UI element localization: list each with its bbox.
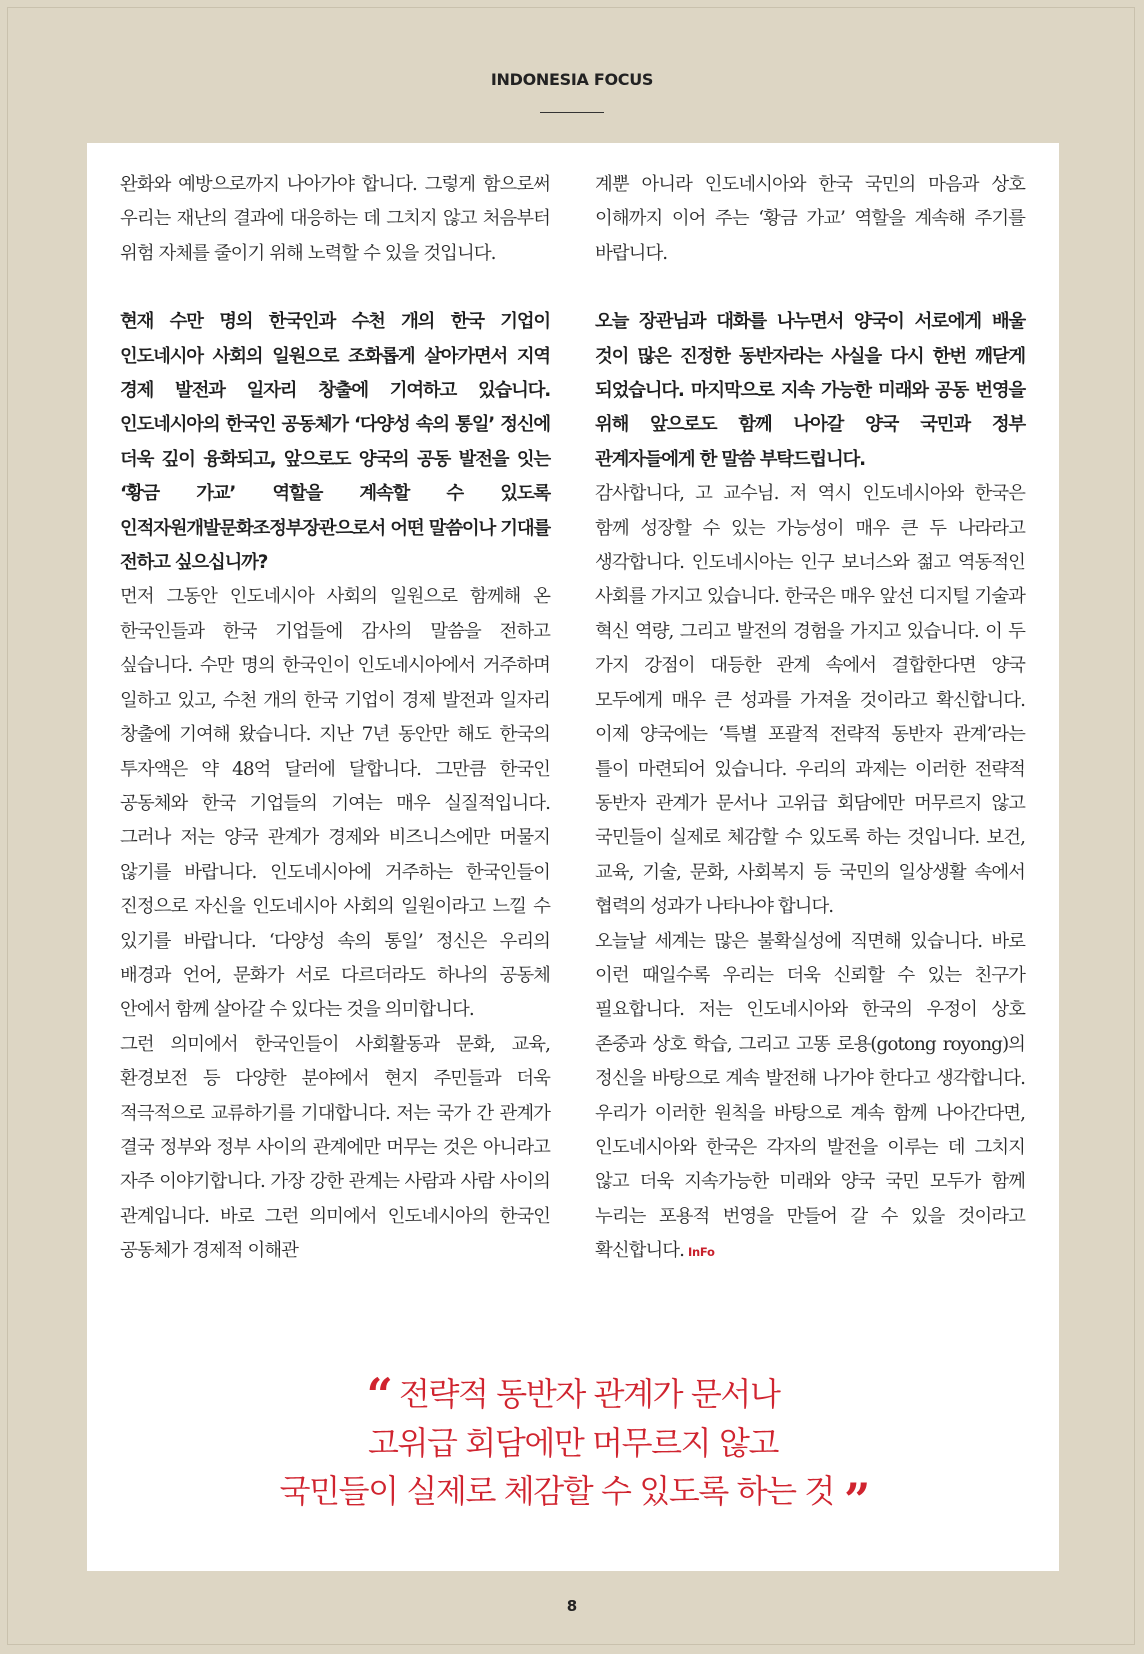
left-column (120, 168, 550, 1269)
open-quote-icon: “ (366, 1368, 389, 1422)
answer-paragraph: 먼저 그동안 인도네시아 사회의 일원으로 함께해 온 한국인들과 한국 기업들에 감사의 말씀을 전하고 싶습니다. 수만 명의 한국인이 인도네시아에서 거주하며 일하고 있고, 수천 개의 한국 기업이 경제 발전과 일자리 창출에 기여해 왔습니다. 지난 7년 동안만 해도 한국의 투자액은 약 48억 달러에 달합니다. 그만큼 한국인 공동체와 한국 기업들의 기여는 매우 실질적입니다. 그러나 저는 양국 관계가 경제와 비즈니스에만 머물지 않기를 바랍니다. 인도네시아에 거주하는 한국인들이 진정으로 자신을 인도네시아 사회의 일원이라고 느낄 수 있기를 바랍니다. ‘다양성 속의 통일’ 정신은 우리의 배경과 언어, 문화가 서로 다르더라도 하나의 공동체 안에서 함께 살아갈 수 있다는 것을 의미합니다. (120, 586, 550, 1021)
article-end-mark: InFo (687, 1245, 715, 1260)
answer-paragraph: 완화와 예방으로까지 나아가야 합니다. 그렇게 함으로써 우리는 재난의 결과에 대응하는 데 그치지 않고 처음부터 위험 자체를 줄이기 위해 노력할 수 있을 것입니다. (120, 174, 550, 264)
answer-paragraph: 감사합니다, 고 교수님. 저 역시 인도네시아와 한국은 함께 성장할 수 있는 가능성이 매우 큰 두 나라라고 생각합니다. 인도네시아는 인구 보너스와 젊고 역동적인 사회를 가지고 있습니다. 한국은 매우 앞선 디지털 기술과 혁신 역량, 그리고 발전의 경험을 가지고 있습니다. 이 두 가지 강점이 대등한 관계 속에서 결합한다면 양국 모두에게 매우 큰 성과를 가져올 것이라고 확신합니다. 이제 양국에는 ‘특별 포괄적 전략적 동반자 관계’라는 틀이 마련되어 있습니다. 우리의 과제는 이러한 전략적 동반자 관계가 문서나 고위급 회담에만 머무르지 않고 국민들이 실제로 체감할 수 있도록 하는 것입니다. 보건, 교육, 기술, 문화, 사회복지 등 국민의 일상생활 속에서 협력의 성과가 나타나야 합니다. (595, 483, 1025, 918)
pull-quote-line (87, 1467, 1059, 1527)
interview-question: 현재 수만 명의 한국인과 수천 개의 한국 기업이 인도네시아 사회의 일원으로 조화롭게 살아가면서 지역 경제 발전과 일자리 창출에 기여하고 있습니다. 인도네시아의 한국인 공동체가 ‘다양성 속의 통일’ 정신에 더욱 깊이 융화되고, 앞으로도 양국의 공동 발전을 잇는 ‘황금 가교’ 역할을 계속할 수 있도록 인적자원개발문화조정부장관으로서 어떤 말씀이나 기대를 전하고 싶으십니까? (120, 311, 550, 574)
magazine-section-header: INDONESIA FOCUS (490, 70, 654, 89)
answer-paragraph: 계뿐 아니라 인도네시아와 한국 국민의 마음과 상호 이해까지 이어 주는 ‘황금 가교’ 역할을 계속해 주기를 바랍니다. (595, 174, 1025, 264)
header-divider (540, 112, 604, 113)
interview-question: 오늘 장관님과 대화를 나누면서 양국이 서로에게 배울 것이 많은 진정한 동반자라는 사실을 다시 한번 깨닫게 되었습니다. 마지막으로 지속 가능한 미래와 공동 번영을 위해 앞으로도 함께 나아갈 양국 국민과 정부 관계자들에게 한 말씀 부탁드립니다. (595, 311, 1025, 470)
article-panel (87, 143, 1059, 1571)
pull-quote-line (87, 1368, 1059, 1422)
pull-quote-text: 전략적 동반자 관계가 문서나 (399, 1375, 780, 1413)
answer-paragraph (595, 925, 1025, 1270)
pull-quote-text: 고위급 회담에만 머무르지 않고 (368, 1424, 778, 1462)
answer-paragraph: 그런 의미에서 한국인들이 사회활동과 문화, 교육, 환경보전 등 다양한 분야에서 현지 주민들과 더욱 적극적으로 교류하기를 기대합니다. 저는 국가 간 관계가 결국 정부와 정부 사이의 관계에만 머무는 것은 아니라고 자주 이야기합니다. 가장 강한 관계는 사람과 사람 사이의 관계입니다. 바로 그런 의미에서 인도네시아의 한국인 공동체가 경제적 이해관 (120, 1033, 550, 1262)
pull-quote-line (87, 1419, 1059, 1467)
right-column (595, 168, 1025, 1270)
close-quote-icon: ” (843, 1473, 867, 1527)
pull-quote (87, 1368, 1059, 1527)
answer-text: 오늘날 세계는 많은 불확실성에 직면해 있습니다. 바로 이런 때일수록 우리는 더욱 신뢰할 수 있는 친구가 필요합니다. 저는 인도네시아와 한국의 우정이 상호 존중과 상호 학습, 그리고 고똥 로용(gotong royong)의 정신을 바탕으로 계속 발전해 나가야 한다고 생각합니다. 우리가 이러한 원칙을 바탕으로 계속 함께 나아간다면, 인도네시아와 한국은 각자의 발전을 이루는 데 그치지 않고 더욱 지속가능한 미래와 양국 국민 모두가 함께 누리는 포용적 번영을 만들어 갈 수 있을 것이라고 확신합니다. (595, 930, 1025, 1262)
pull-quote-text: 국민들이 실제로 체감할 수 있도록 하는 것 (279, 1472, 834, 1510)
page-number: 8 (566, 1597, 578, 1615)
